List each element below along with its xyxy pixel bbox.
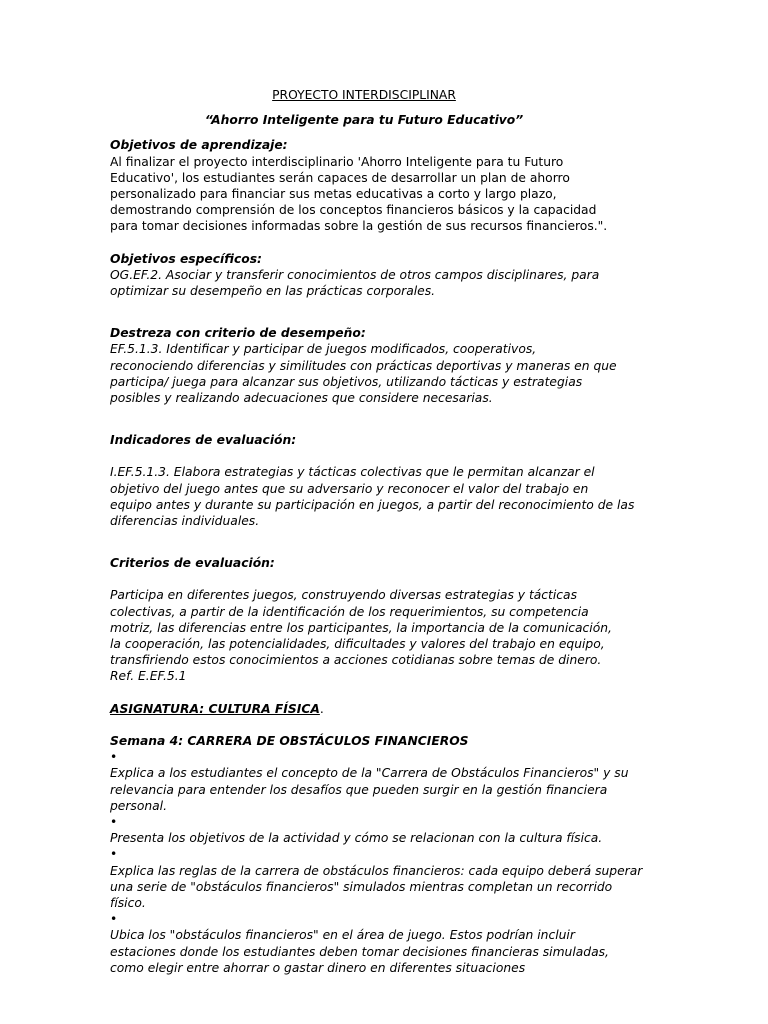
section-objetivos-aprendizaje <box>110 137 618 234</box>
body-line: • Explica las reglas de la carrera de obstáculos financieros: cada equipo deberá superar <box>110 847 643 878</box>
body-line: • Presenta los objetivos de la actividad y cómo se relacionan con la cultura física. <box>110 814 618 846</box>
body-line: motriz, las diferencias entre los participantes, la importancia de la comunicación, <box>110 620 612 635</box>
section-objetivos-especificos <box>110 251 618 300</box>
bullet-icon: • <box>110 814 118 829</box>
body-line: como elegir entre ahorrar o gastar dinero en diferentes situaciones <box>110 960 526 975</box>
body-line: objetivo del juego antes que su adversario y reconocer el valor del trabajo en <box>110 481 589 496</box>
section-heading: Destreza con criterio de desempeño: <box>110 326 366 341</box>
section-criterios <box>110 555 618 684</box>
body-line: Al finalizar el proyecto interdisciplinario 'Ahorro Inteligente para tu Futuro <box>110 154 564 169</box>
body-line: • Ubica los "obstáculos financieros" en el área de juego. Estos podrían incluir <box>110 911 618 943</box>
body-line: transfiriendo estos conocimientos a acciones cotidianas sobre temas de dinero. <box>110 653 602 668</box>
bullet-icon: • <box>110 750 118 765</box>
body-line: para tomar decisiones informadas sobre la gestión de sus recursos financieros.". <box>110 219 608 234</box>
body-line: OG.EF.2. Asociar y transferir conocimientos de otros campos disciplinares, para <box>110 267 600 282</box>
section-heading: Objetivos de aprendizaje: <box>110 138 288 153</box>
asignatura-label: ASIGNATURA: CULTURA FÍSICA <box>110 701 320 716</box>
body-line: diferencias individuales. <box>110 514 260 529</box>
body-line: equipo antes y durante su participación en juegos, a partir del reconocimiento de las <box>110 497 635 512</box>
body-line: participa/ juega para alcanzar sus objetivos, utilizando tácticas y estrategias <box>110 374 583 389</box>
asignatura-line <box>110 701 618 717</box>
body-line: optimizar su desempeño en las prácticas corporales. <box>110 284 436 299</box>
body-line: estaciones donde los estudiantes deben tomar decisiones financieras simuladas, <box>110 944 609 959</box>
body-line: personalizado para financiar sus metas educativas a corto y largo plazo, <box>110 187 557 202</box>
section-heading: Semana 4: CARRERA DE OBSTÁCULOS FINANCIEROS <box>110 733 469 748</box>
body-line: Participa en diferentes juegos, construyendo diversas estrategias y tácticas <box>110 588 577 603</box>
list-item <box>110 911 618 976</box>
title-row <box>110 87 618 103</box>
body-line: la cooperación, las potencialidades, dificultades y valores del trabajo en equipo, <box>110 637 605 652</box>
section-body <box>110 154 618 235</box>
section-destreza <box>110 325 618 406</box>
asignatura-suffix: . <box>319 701 324 716</box>
section-body <box>110 341 618 406</box>
body-line: Ref. E.EF.5.1 <box>110 669 187 684</box>
list-item <box>110 814 618 846</box>
section-heading: Indicadores de evaluación: <box>110 433 297 448</box>
body-line: demostrando comprensión de los conceptos financieros básicos y la capacidad <box>110 203 597 218</box>
section-heading: Objetivos específicos: <box>110 251 262 266</box>
section-body <box>110 587 618 684</box>
body-line: colectivas, a partir de la identificación de los requerimientos, su competencia <box>110 604 589 619</box>
body-line: • Explica a los estudiantes el concepto de la "Carrera de Obstáculos Financieros" y su <box>110 750 629 781</box>
body-line: reconociendo diferencias y similitudes con prácticas deportivas y maneras en que <box>110 358 617 373</box>
body-line: personal. <box>110 798 168 813</box>
section-body <box>110 267 618 299</box>
bullet-icon: • <box>110 847 118 862</box>
body-line: físico. <box>110 895 146 910</box>
section-indicadores <box>110 432 635 529</box>
list-item <box>110 749 629 814</box>
body-line: Educativo', los estudiantes serán capaces de desarrollar un plan de ahorro <box>110 170 570 185</box>
section-body <box>110 464 635 529</box>
document-subtitle: “Ahorro Inteligente para tu Futuro Educativo” <box>204 113 524 128</box>
bullet-icon: • <box>110 912 118 927</box>
body-line: relevancia para entender los desafíos que pueden surgir en la gestión financiera <box>110 782 608 797</box>
document-title: PROYECTO INTERDISCIPLINAR <box>272 88 456 102</box>
body-line: EF.5.1.3. Identificar y participar de juegos modificados, cooperativos, <box>110 342 537 357</box>
section-semana-4 <box>110 733 643 976</box>
section-heading: Criterios de evaluación: <box>110 556 275 571</box>
body-line: I.EF.5.1.3. Elabora estrategias y tácticas colectivas que le permitan alcanzar el <box>110 465 595 480</box>
list-item <box>110 846 643 911</box>
body-line: una serie de "obstáculos financieros" simulados mientras completan un recorrido <box>110 879 613 894</box>
body-line: posibles y realizando adecuaciones que considere necesarias. <box>110 391 493 406</box>
